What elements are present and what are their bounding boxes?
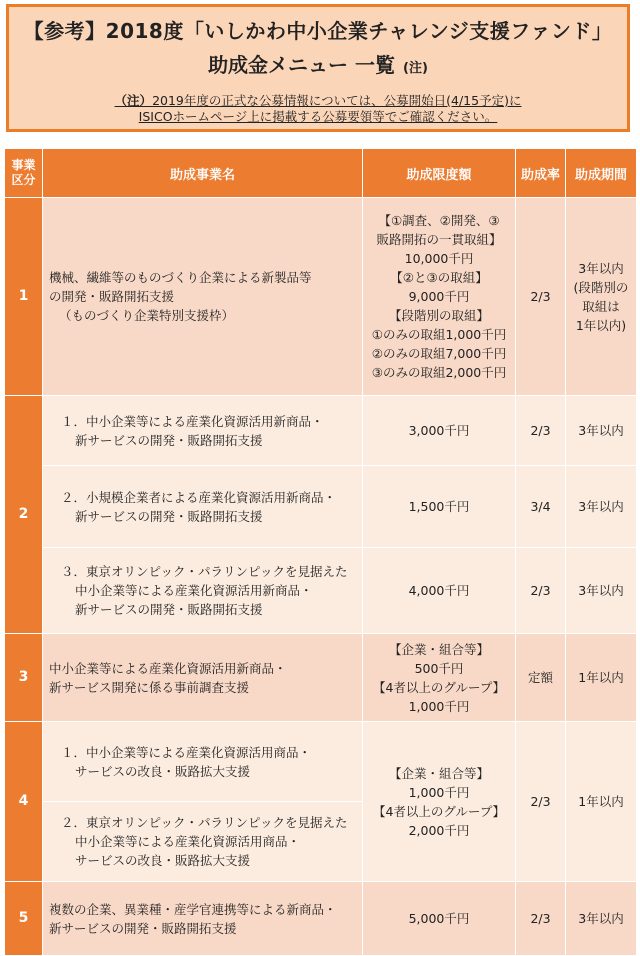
limit-line: 【企業・組合等】	[388, 641, 489, 657]
grant-limit	[363, 634, 516, 722]
name-line: 機械、繊維等のものづくり企業による新製品等	[49, 270, 312, 285]
grant-rate: 2/3	[516, 548, 566, 634]
limit-line: 【段階別の取組】	[388, 308, 489, 323]
limit-line: 販路開拓の一貫取組】	[376, 232, 502, 247]
program-name	[43, 882, 363, 956]
period-line: 3年以内	[578, 260, 624, 276]
category-number: 2	[5, 396, 43, 634]
grant-limit: 1,500千円	[363, 466, 516, 548]
name-line: 新サービスの開発・販路開拓支援	[75, 602, 263, 617]
grant-period: 3年以内	[566, 882, 637, 956]
limit-line: 【4者以上のグループ】	[372, 679, 506, 695]
limit-line: 【②と③の取組】	[390, 270, 488, 285]
table-row	[5, 882, 637, 956]
limit-line: ①のみの取組1,000千円	[371, 327, 507, 342]
limit-line: 1,000千円	[408, 698, 470, 714]
limit-line: 9,000千円	[408, 289, 470, 304]
subsidy-menu-table	[4, 148, 637, 956]
program-name	[43, 396, 363, 466]
table-row	[5, 634, 637, 722]
category-number: 4	[5, 722, 43, 882]
name-line: （ものづくり企業特別支援枠）	[59, 308, 235, 323]
category-number: 3	[5, 634, 43, 722]
program-name	[43, 634, 363, 722]
grant-period	[566, 198, 637, 396]
name-line: ２．東京オリンピック・パラリンピックを見据えた	[61, 815, 348, 830]
grant-rate: 2/3	[516, 722, 566, 882]
grant-limit: 5,000千円	[363, 882, 516, 956]
name-line: サービスの改良・販路拡大支援	[75, 853, 251, 868]
header-period: 助成期間	[566, 149, 637, 198]
grant-rate: 2/3	[516, 396, 566, 466]
category-number: 1	[5, 198, 43, 396]
grant-period: 3年以内	[566, 548, 637, 634]
limit-line: 【4者以上のグループ】	[372, 803, 506, 819]
name-line: サービスの改良・販路拡大支援	[75, 763, 251, 779]
grant-period: 1年以内	[566, 634, 637, 722]
header-category	[5, 149, 43, 198]
header-name: 助成事業名	[43, 149, 363, 198]
limit-line: 10,000千円	[404, 251, 474, 266]
subtitle-note: (注)	[403, 61, 428, 76]
notice-line-1	[9, 93, 627, 109]
table-row	[5, 548, 637, 634]
program-name	[43, 802, 363, 882]
name-line: 新サービスの開発・販路開拓支援	[49, 920, 237, 936]
limit-line: 【企業・組合等】	[388, 765, 489, 781]
grant-rate: 定額	[516, 634, 566, 722]
page-title: 【参考】2018度「いしかわ中小企業チャレンジ支援ファンド」	[23, 19, 613, 43]
name-line: １．中小企業等による産業化資源活用新商品・	[61, 413, 324, 429]
name-line: 新サービスの開発・販路開拓支援	[75, 508, 263, 524]
table-row	[5, 722, 637, 802]
notice-text-1: 2019年度の正式な公募情報については、公募開始日(4/15予定)に	[152, 93, 522, 108]
grant-limit: 4,000千円	[363, 548, 516, 634]
grant-rate: 3/4	[516, 466, 566, 548]
name-line: 新サービス開発に係る事前調査支援	[49, 679, 250, 695]
grant-period: 3年以内	[566, 466, 637, 548]
limit-line: 2,000千円	[408, 822, 470, 838]
limit-line: ②のみの取組7,000千円	[371, 346, 507, 361]
grant-limit	[363, 722, 516, 882]
name-line: １．中小企業等による産業化資源活用商品・	[61, 744, 312, 760]
limit-line: 【①調査、②開発、③	[378, 213, 500, 228]
name-line: ２．小規模企業者による産業化資源活用新商品・	[61, 489, 337, 505]
limit-line: 1,000千円	[408, 784, 470, 800]
name-line: ３．東京オリンピック・パラリンピックを見据えた	[61, 564, 348, 579]
notice-label: （注）	[114, 93, 153, 108]
grant-rate: 2/3	[516, 198, 566, 396]
grant-limit	[363, 198, 516, 396]
name-line: 複数の企業、異業種・産学官連携等による新商品・	[49, 901, 337, 917]
notice-line-2: ISICOホームページ上に掲載する公募要領等でご確認ください。	[138, 109, 498, 124]
header-category-line2: 区分	[11, 173, 36, 187]
header-box	[6, 4, 630, 132]
header-limit: 助成限度額	[363, 149, 516, 198]
name-line: 中小企業等による産業化資源活用商品・	[75, 834, 301, 849]
period-line: (段階別の	[573, 279, 629, 295]
subtitle-text: 助成金メニュー 一覧	[208, 53, 396, 77]
period-line: 取組は	[582, 298, 620, 314]
period-line: 1年以内)	[575, 317, 627, 333]
program-name	[43, 722, 363, 802]
table-header-row	[5, 149, 637, 198]
table-row	[5, 466, 637, 548]
name-line: の開発・販路開拓支援	[49, 289, 175, 304]
table-row	[5, 198, 637, 396]
grant-period: 3年以内	[566, 396, 637, 466]
header-rate: 助成率	[516, 149, 566, 198]
limit-line: ③のみの取組2,000千円	[371, 365, 507, 380]
program-name	[43, 548, 363, 634]
limit-line: 500千円	[414, 660, 464, 676]
name-line: 中小企業等による産業化資源活用新商品・	[49, 660, 287, 676]
grant-period: 1年以内	[566, 722, 637, 882]
program-name	[43, 198, 363, 396]
header-category-line1: 事業	[11, 158, 36, 172]
category-number: 5	[5, 882, 43, 956]
notice	[9, 93, 627, 125]
name-line: 新サービスの開発・販路開拓支援	[75, 432, 263, 448]
page-subtitle	[9, 49, 627, 78]
program-name	[43, 466, 363, 548]
name-line: 中小企業等による産業化資源活用新商品・	[75, 583, 313, 598]
grant-limit: 3,000千円	[363, 396, 516, 466]
grant-rate: 2/3	[516, 882, 566, 956]
table-row	[5, 396, 637, 466]
